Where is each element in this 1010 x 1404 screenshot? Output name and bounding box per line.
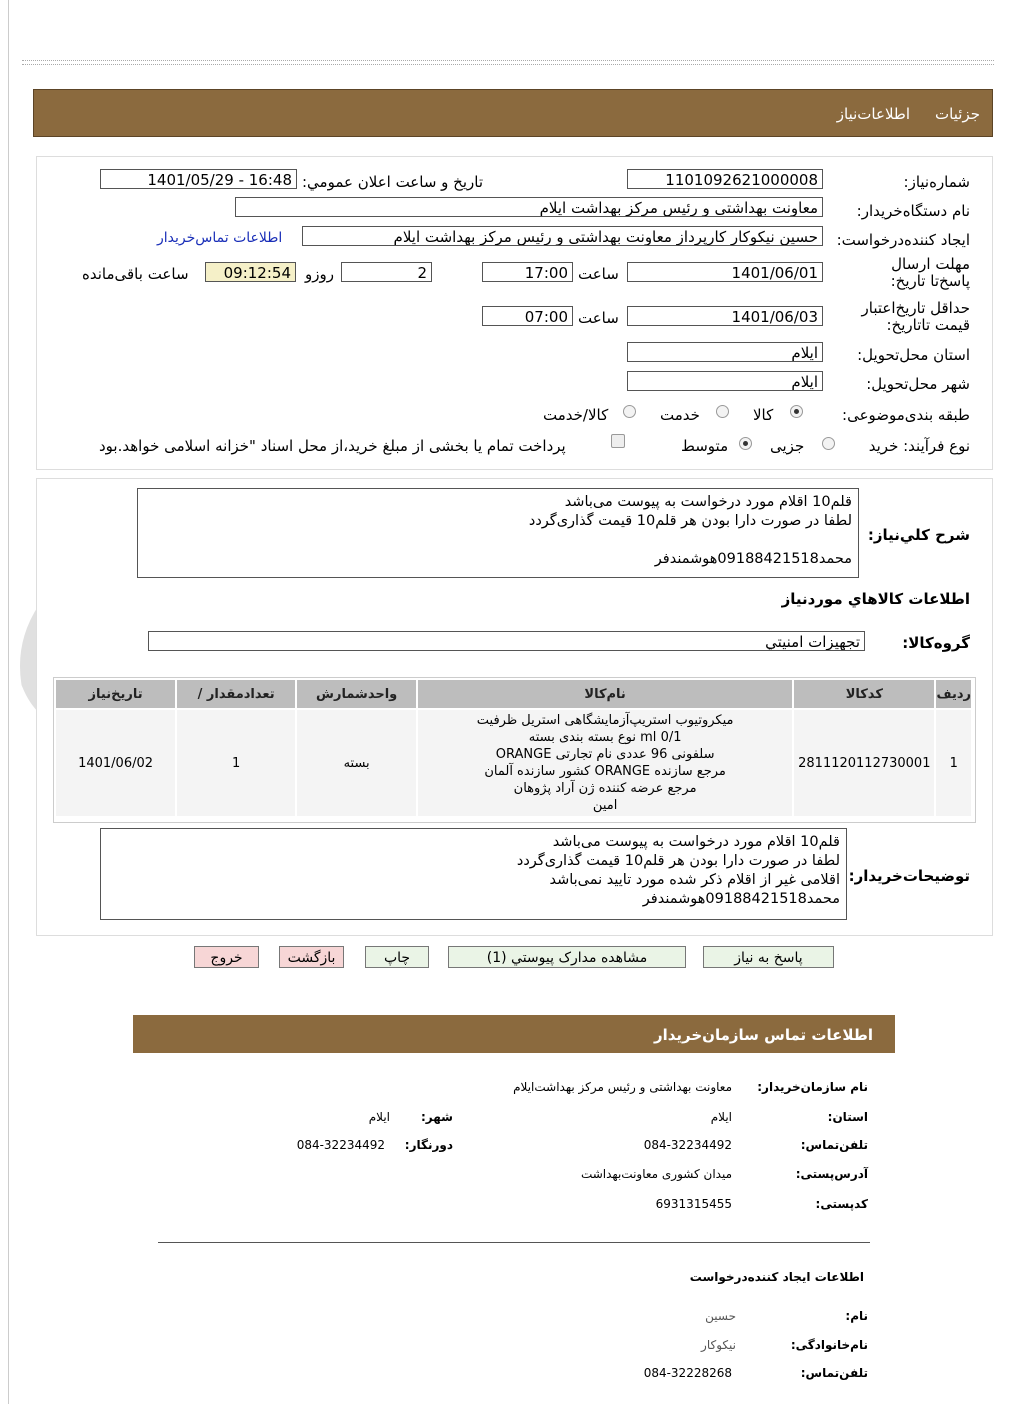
need-number-label: شماره‌نیاز: (903, 173, 970, 191)
goods-group-field: تجهيزات امنيتي (148, 631, 865, 651)
col-name: نام‌كالا (418, 680, 792, 708)
buyer-notes-line: اقلامی غیر از اقلام ذکر شده مورد تایید نمی‌باشد (549, 872, 840, 888)
buyer-contact-link[interactable]: اطلاعات تماس‌خریدار (157, 230, 283, 246)
goods-group-label: گروه‌کالا: (902, 634, 970, 652)
contact-address-value: میدان کشوری معاونت‌بهداشت (580, 1167, 732, 1181)
buyer-org-label: نام دستگاه‌خریدار: (856, 202, 970, 220)
summary-line: محمد09188421518هوشمندفر (654, 551, 852, 567)
summary-line: قلم10 اقلام مورد درخواست به پیوست می‌باشد (564, 494, 852, 510)
tab-details[interactable]: جزئیات (935, 105, 980, 123)
col-code: كدكالا (794, 680, 934, 708)
contact-phone-label: تلفن‌تماس: (800, 1138, 868, 1152)
contact-postal-label: کد‌پستی: (815, 1197, 868, 1211)
cell-name-line: 0/1 ml نوع بسته بندی بسته (528, 730, 682, 745)
announce-field: 1401/05/29 - 16:48 (100, 169, 297, 189)
goods-table-frame (53, 677, 976, 823)
goods-section-title: اطلاعات كالاهاي موردنياز (781, 590, 970, 608)
creator-phone-label: تلفن‌تماس: (800, 1366, 868, 1380)
contact-header-bar (133, 1015, 895, 1053)
creator-label: ایجاد کننده‌درخواست: (836, 231, 970, 249)
print-button[interactable]: چاپ (365, 946, 429, 968)
cell-name-line: میکروتیوب استریپ‌آزمایشگاهی استریل ظرفیت (476, 713, 734, 728)
creator-name-label: نام: (845, 1309, 868, 1323)
days-field: 2 (341, 262, 432, 282)
contact-province-value: ایلام (710, 1110, 732, 1124)
cell-unit: بسته (297, 710, 416, 816)
attachments-button[interactable]: مشاهده مدارک پیوستي (1) (448, 946, 686, 968)
treasury-payment-text: پرداخت تمام یا بخشی از مبلغ خرید،از محل اسناد "خزانه اسلامی خواهد.بود (99, 437, 566, 455)
col-unit: واحدشمارش (297, 680, 416, 708)
buyer-notes-line: محمد09188421518هوشمندفر (642, 891, 840, 907)
contact-divider (158, 1242, 870, 1243)
reply-button[interactable]: پاسخ به نیاز (703, 946, 834, 968)
need-number-field: 1101092621000008 (627, 169, 823, 189)
cell-name-line: مرجع سازنده ORANGE کشور سازنده آلمان (484, 764, 726, 779)
reply-time-field: 17:00 (482, 262, 573, 282)
summary-line: لطفا در صورت دارا بودن هر قلم10 قیمت گذاری‌گردد (528, 513, 852, 529)
creator-field: حسین نیکوکار کارپرداز معاونت بهداشتی و رئیس مرکز بهداشت ایلام (302, 226, 823, 246)
col-date: تاريخ‌نياز (56, 680, 175, 708)
page-edge-line (8, 0, 9, 1404)
exit-button[interactable]: خروج (194, 946, 259, 968)
buyer-notes-text (100, 828, 847, 920)
province-label: استان محل‌تحویل: (857, 346, 970, 364)
process-radio-minor[interactable] (822, 437, 835, 450)
validity-date-field: 1401/06/03 (627, 306, 823, 326)
province-field: ایلام (627, 342, 823, 362)
contact-org-label: نام سازمان‌خریدار: (757, 1080, 868, 1094)
remaining-time-field: 09:12:54 (205, 262, 296, 282)
announce-label: تاریخ و ساعت اعلان عمومي: (302, 173, 484, 191)
contact-city-value: ایلام (368, 1110, 390, 1124)
buyer-notes-label: توضیحات‌خریدار: (848, 867, 970, 885)
remaining-time-label: ساعت باقی‌مانده (82, 265, 189, 283)
contact-fax-value: 084-32234492 (296, 1138, 385, 1152)
validity-label: حداقل تاریخ‌اعتبار قیمت تا‌تاریخ: (861, 299, 970, 334)
cell-date: 1401/06/02 (56, 710, 175, 816)
category-service-text: خدمت (660, 406, 700, 424)
back-button[interactable]: بازگشت (279, 946, 344, 968)
buyer-notes-line: قلم10 اقلام مورد درخواست به پیوست می‌باشد (552, 834, 840, 850)
category-radio-goods[interactable] (790, 405, 803, 418)
process-radio-medium[interactable] (739, 437, 752, 450)
cell-code: 2811120112730001 (794, 710, 934, 816)
goods-table (54, 678, 973, 818)
summary-label: شرح كلي‌نياز: (867, 526, 970, 544)
top-dotted-divider (22, 60, 994, 65)
contact-address-label: آدرس‌پستی: (795, 1167, 868, 1181)
reply-date-field: 1401/06/01 (627, 262, 823, 282)
buyer-org-field: معاونت بهداشتی و رئیس مرکز بهداشت ایلام (235, 197, 823, 217)
summary-text (137, 488, 859, 578)
contact-org-value: معاونت بهداشتی و رئیس مرکز بهداشت‌ایلام (513, 1080, 732, 1094)
category-both-text: کالا/خدمت (543, 406, 609, 424)
contact-phone-value: 084-32234492 (643, 1138, 732, 1152)
category-label: طبقه بندی‌موضوعی: (842, 406, 970, 424)
process-medium-text: متوسط (681, 437, 729, 455)
category-radio-service[interactable] (716, 405, 729, 418)
creator-info-title: اطلاعات ایجاد کننده‌درخواست (689, 1270, 864, 1284)
tab-need-info[interactable]: اطلاعات‌نیاز (836, 105, 910, 123)
buyer-notes-line: لطفا در صورت دارا بودن هر قلم10 قیمت گذاری‌گردد (516, 853, 840, 869)
treasury-payment-checkbox[interactable] (611, 434, 625, 448)
contact-city-label: شهر: (421, 1110, 453, 1124)
reply-time-label: ساعت (578, 265, 619, 283)
days-label: روزو (305, 265, 334, 283)
process-minor-text: جزیی (770, 437, 805, 455)
col-row: رديف (936, 680, 971, 708)
cell-row: 1 (936, 710, 971, 816)
contact-fax-label: دورنگار: (404, 1138, 453, 1152)
creator-family-value: نیکوکار (701, 1338, 736, 1352)
process-label: نوع فرآیند: خرید (868, 437, 970, 455)
city-label: شهر محل‌تحویل: (866, 375, 970, 393)
cell-name-line: مرجع عرضه کننده ژن آراد پژوهان (513, 781, 697, 796)
summary-line (144, 531, 852, 550)
cell-name-line: امین (592, 798, 618, 813)
city-field: ایلام (627, 371, 823, 391)
reply-deadline-label: مهلت ارسال پاسخ‌تا تاریخ: (890, 255, 970, 290)
cell-name (418, 710, 792, 816)
creator-family-label: نام‌خانوادگی: (790, 1338, 868, 1352)
contact-title: اطلاعات تماس سازمان‌خریدار (653, 1026, 873, 1044)
category-goods-text: کالا (753, 406, 774, 424)
category-radio-both[interactable] (623, 405, 636, 418)
contact-province-label: استان: (827, 1110, 868, 1124)
header-bar (33, 89, 993, 137)
cell-name-line: سلفونی 96 عددی نام تجارتی ORANGE (495, 747, 715, 762)
creator-name-value: حسین (705, 1309, 736, 1323)
validity-time-field: 07:00 (482, 306, 573, 326)
creator-phone-value: 084-32228268 (643, 1366, 732, 1380)
cell-qty: 1 (177, 710, 295, 816)
col-qty: تعدادمقدار / (177, 680, 295, 708)
contact-postal-value: 6931315455 (655, 1197, 732, 1211)
validity-time-label: ساعت (578, 309, 619, 327)
table-row (56, 710, 971, 816)
